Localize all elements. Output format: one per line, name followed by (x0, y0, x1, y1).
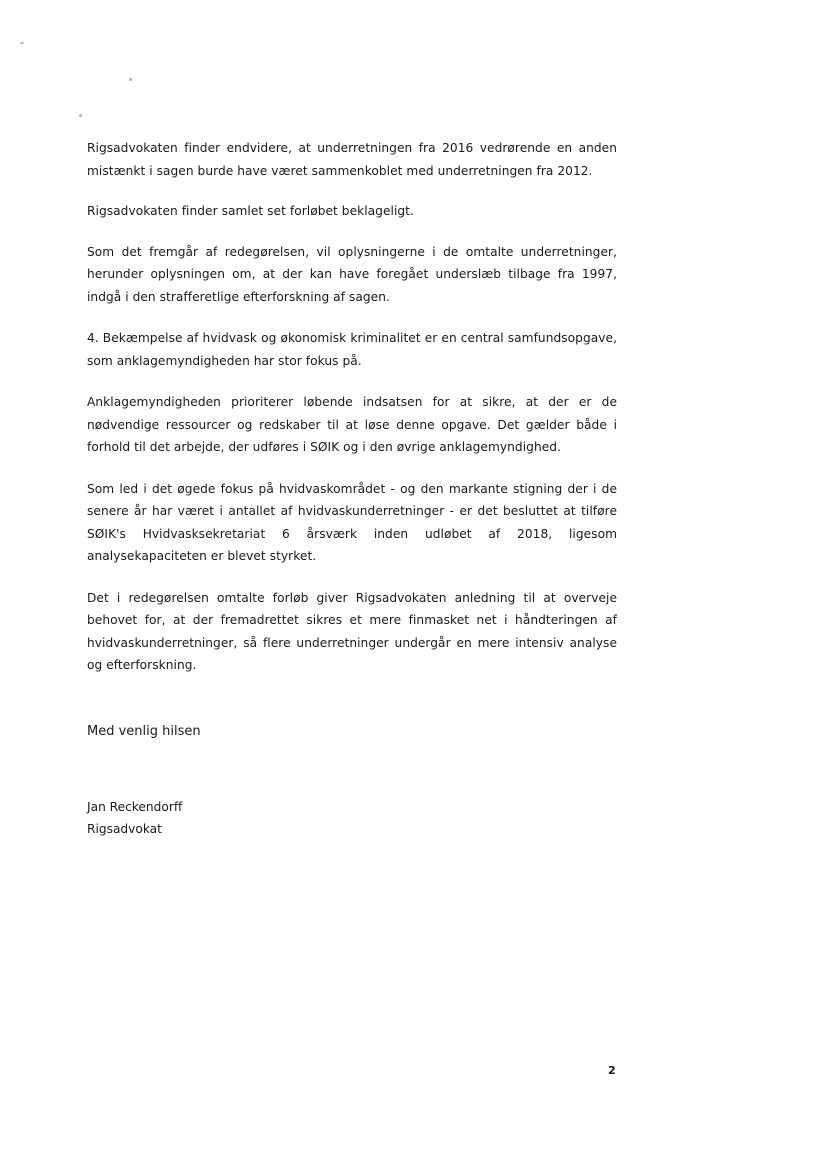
signatory-name: Jan Reckendorff (87, 800, 183, 814)
closing-salutation: Med venlig hilsen (87, 724, 201, 739)
paragraph-hvidvasksekretariat: Som led i det øgede fokus på hvidvaskområdet - og den markante stigning der i de senere år har været i antallet af hvidvaskunderretninger - er det besluttet at tilføre SØIK's Hvidvasksekretariat 6 årsværk inden udløbet af 2018, ligesom analysekapaciteten er blevet styrket. (87, 481, 617, 563)
paragraph-efterforskning: Som det fremgår af redegørelsen, vil oplysningerne i de omtalte underretninger, herunder oplysningen om, at der kan have foregået underslæb tilbage fra 1997, indgå i den strafferetlige efterforskning af sagen. (87, 244, 617, 304)
paragraph-underretning-2016: Rigsadvokaten finder endvidere, at underretningen fra 2016 vedrørende en anden mistænkt i sagen burde have været sammenkoblet med underretningen fra 2012. (87, 141, 617, 178)
signatory-title: Rigsadvokat (87, 822, 162, 836)
scan-speck (129, 78, 132, 81)
scan-speck (79, 114, 82, 117)
paragraph-forloeb-beklageligt: Rigsadvokaten finder samlet set forløbet beklageligt. (87, 204, 414, 218)
paragraph-bekaempelse-hvidvask: 4. Bekæmpelse af hvidvask og økonomisk kriminalitet er en central samfundsopgave, som anklagemyndigheden har stor fokus på. (87, 331, 617, 368)
signature-block (87, 796, 182, 840)
scan-speck (20, 41, 24, 45)
letter-body (87, 137, 617, 677)
paragraph-prioriterer-indsatsen: Anklagemyndigheden prioriterer løbende indsatsen for at sikre, at der er de nødvendige ressourcer og redskaber til at løse denne opgave. Det gælder både i forhold til det arbejde, der udføres i SØIK og i den øvrige anklagemyndighed. (87, 395, 617, 454)
paragraph-finmasket-net: Det i redegørelsen omtalte forløb giver Rigsadvokaten anledning til at overveje behovet for, at der fremadrettet sikres et mere finmasket net i håndteringen af hvidvaskunderretninger, så flere underretninger undergår en mere intensiv analyse og efterforskning. (87, 590, 617, 672)
page-number: 2 (608, 1064, 616, 1077)
